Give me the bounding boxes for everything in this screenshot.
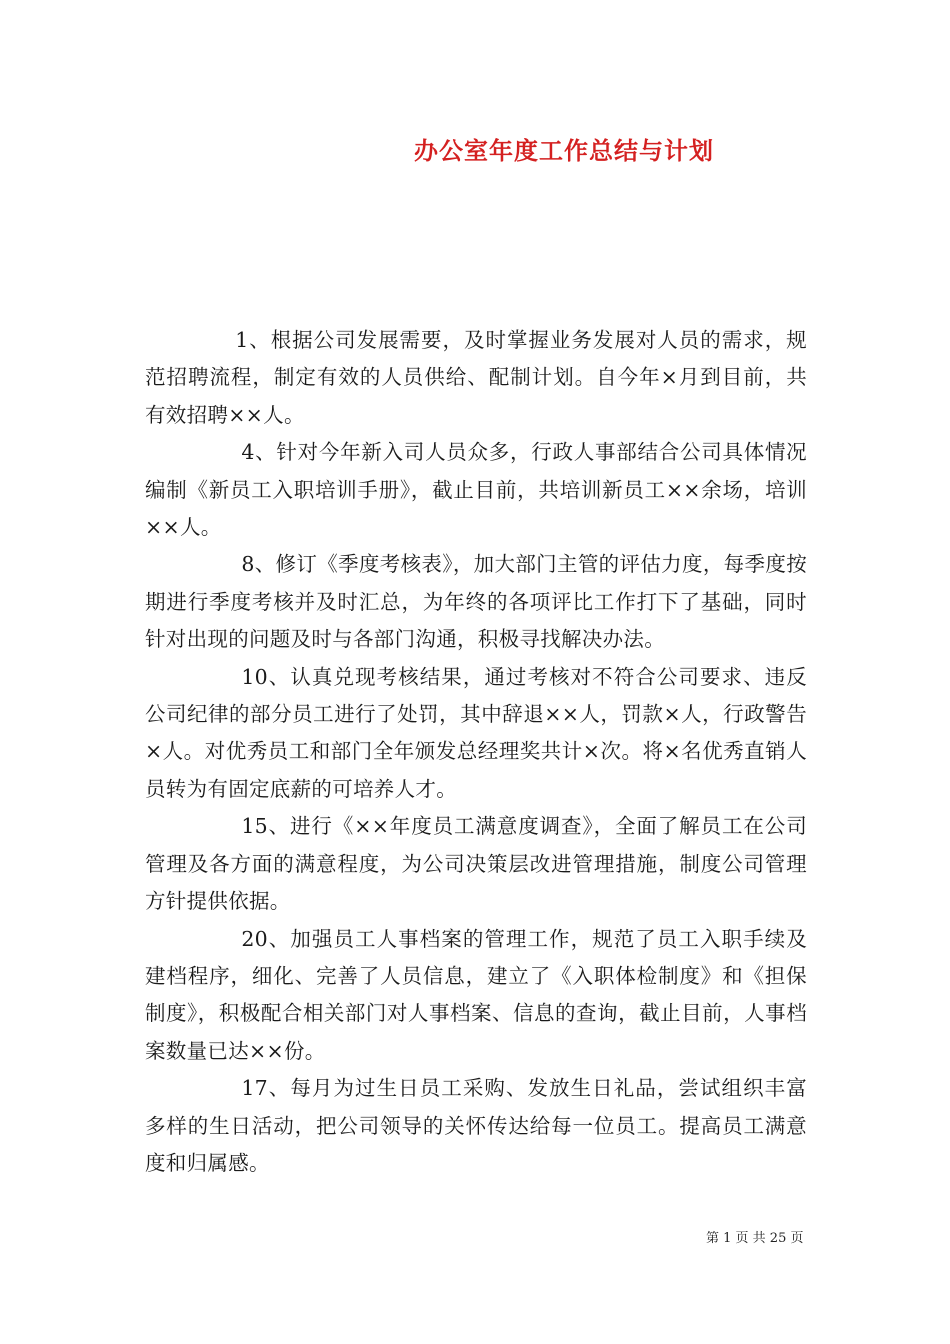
document-body (145, 322, 807, 1182)
paragraph-item-15: 15、进行《××年度员工满意度调查》，全面了解员工在公司管理及各方面的满意程度，为公司决策层改进管理措施，制度公司管理方针提供依据。 (145, 814, 807, 914)
paragraph-item-8: 8、修订《季度考核表》，加大部门主管的评估力度，每季度按期进行季度考核并及时汇总，为年终的各项评比工作打下了基础，同时针对出现的问题及时与各部门沟通，积极寻找解决办法。 (145, 552, 807, 652)
paragraph-item-1: 1、根据公司发展需要，及时掌握业务发展对人员的需求，规范招聘流程，制定有效的人员供给、配制计划。自今年×月到目前，共有效招聘××人。 (145, 328, 807, 427)
document-title: 办公室年度工作总结与计划 (414, 136, 714, 165)
paragraph-item-17: 17、每月为过生日员工采购、发放生日礼品，尝试组织丰富多样的生日活动，把公司领导的关怀传达给每一位员工。提高员工满意度和归属感。 (145, 1076, 807, 1175)
paragraph-item-10: 10、认真兑现考核结果，通过考核对不符合公司要求、违反公司纪律的部分员工进行了处罚，其中辞退××人，罚款×人，行政警告×人。对优秀员工和部门全年颁发总经理奖共计×次。将×名优秀直销人员转为有固定底薪的可培养人才。 (145, 664, 807, 801)
paragraph-item-4: 4、针对今年新入司人员众多，行政人事部结合公司具体情况编制《新员工入职培训手册》，截止目前，共培训新员工××余场，培训××人。 (145, 440, 807, 540)
paragraph-item-20: 20、加强员工人事档案的管理工作，规范了员工入职手续及建档程序，细化、完善了人员信息，建立了《入职体检制度》和《担保制度》，积极配合相关部门对人事档案、信息的查询，截止目前，人事档案数量已达××份。 (145, 926, 807, 1063)
page-number: 第 1 页 共 25 页 (706, 1231, 804, 1246)
